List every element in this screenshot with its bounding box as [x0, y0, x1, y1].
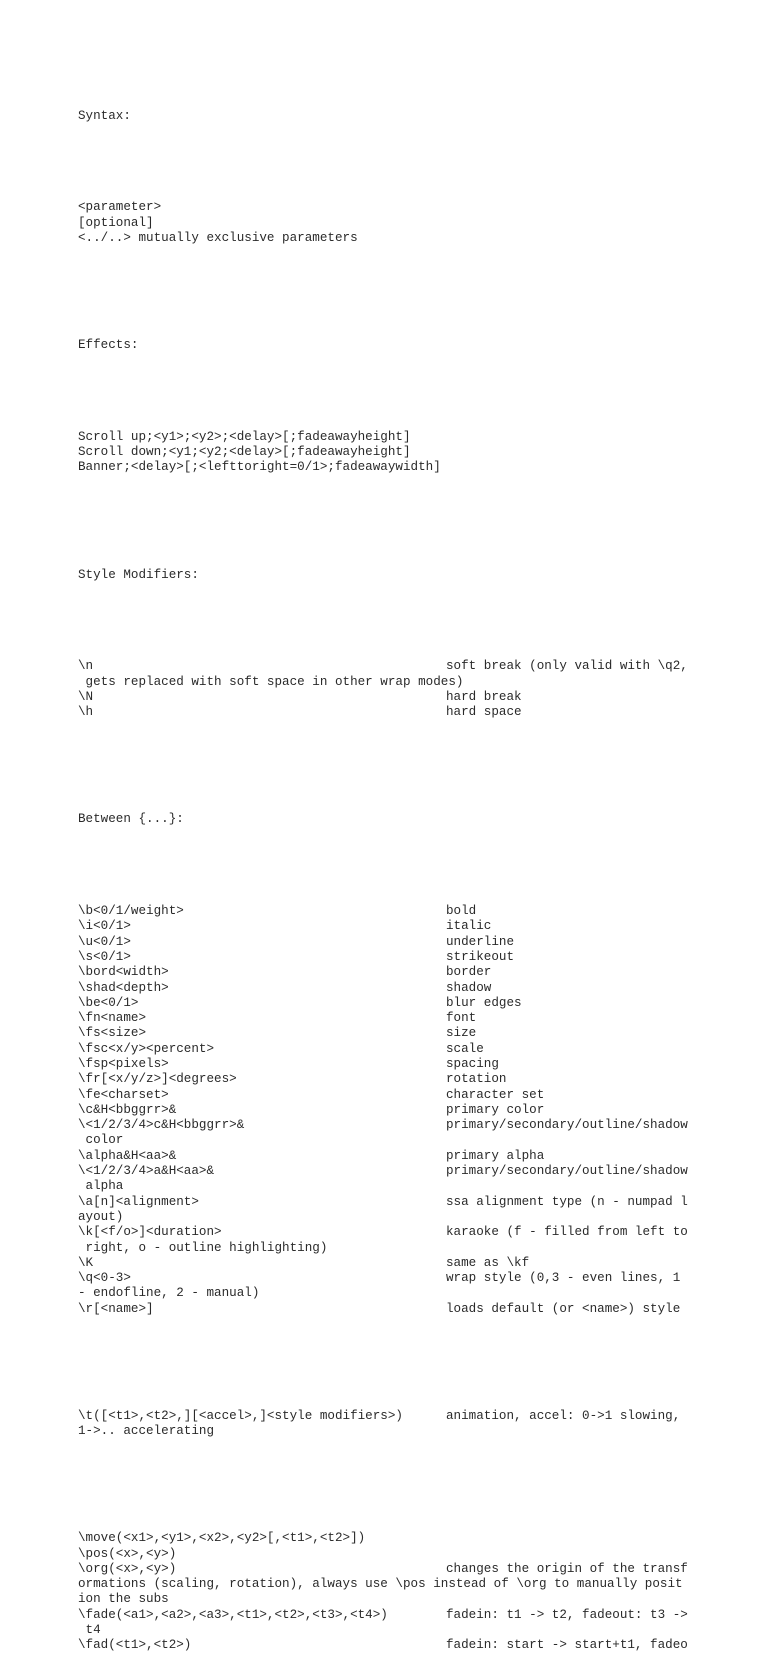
modifier-row [78, 1011, 718, 1026]
modifier-description: primary/secondary/outline/shadow [446, 1118, 688, 1133]
modifier-code: \alpha&H<aa>& [78, 1148, 177, 1163]
modifier-description: primary/secondary/outline/shadow [446, 1164, 688, 1179]
modifier-code: color [78, 1133, 124, 1148]
blank-line [78, 1348, 718, 1363]
modifier-row [78, 1225, 718, 1240]
modifier-row [78, 1547, 718, 1562]
modifier-code: \fad(<t1>,<t2>) [78, 1638, 192, 1653]
modifier-code: \h [78, 705, 94, 720]
modifier-description: scale [446, 1041, 484, 1056]
modifier-code: \fn<name> [78, 1011, 147, 1026]
blank-line [78, 506, 718, 521]
modifier-code: \fe<charset> [78, 1087, 169, 1102]
blank-line [78, 613, 718, 628]
modifier-code: \fsc<x/y><percent> [78, 1041, 215, 1056]
modifier-row [78, 1424, 718, 1439]
modifier-row [78, 981, 718, 996]
modifier-description: strikeout [446, 949, 515, 964]
modifier-code: \n [78, 659, 94, 674]
modifier-code: \fsp<pixels> [78, 1057, 169, 1071]
style-modifiers-rows [78, 659, 718, 720]
document-body [78, 78, 718, 1669]
modifier-row [78, 1088, 718, 1103]
modifier-row [78, 1072, 718, 1087]
modifier-code: \org(<x>,<y>) [78, 1561, 177, 1576]
modifier-row [78, 1149, 718, 1164]
modifier-row [78, 1241, 718, 1256]
modifier-description: soft break (only valid with \q2, [446, 659, 688, 674]
modifier-code: \be<0/1> [78, 995, 139, 1010]
modifier-row [78, 1133, 718, 1148]
modifier-code: \i<0/1> [78, 919, 131, 934]
modifier-description: hard space [446, 705, 522, 720]
modifier-description: fadein: start -> start+t1, fadeo [446, 1638, 688, 1653]
modifier-row [78, 1577, 718, 1592]
modifier-row [78, 965, 718, 980]
modifier-code: 1->.. accelerating [78, 1424, 215, 1439]
modifier-row [78, 1562, 718, 1577]
between-rows [78, 904, 718, 1317]
modifier-row [78, 1179, 718, 1194]
modifier-row [78, 1302, 718, 1317]
modifier-description: wrap style (0,3 - even lines, 1 [446, 1271, 681, 1286]
modifier-code: \pos(<x>,<y>) [78, 1546, 177, 1561]
modifier-code: ion the subs [78, 1592, 169, 1607]
modifier-row [78, 1195, 718, 1210]
modifier-code: \<1/2/3/4>c&H<bbggrr>& [78, 1118, 245, 1133]
modifier-row [78, 690, 718, 705]
modifier-row [78, 1118, 718, 1133]
modifier-code: \t([<t1>,<t2>,][<accel>,]<style modifiers>) [78, 1408, 403, 1423]
modifier-description: character set [446, 1087, 545, 1102]
effects-heading: Effects: [78, 338, 139, 353]
modifier-code: \fs<size> [78, 1026, 147, 1041]
modifier-code: ayout) [78, 1209, 124, 1224]
syntax-heading: Syntax: [78, 108, 131, 123]
modifier-code: \fr[<x/y/z>]<degrees> [78, 1072, 237, 1087]
modifier-description: ssa alignment type (n - numpad l [446, 1194, 688, 1209]
modifier-code: \a[n]<alignment> [78, 1194, 199, 1209]
modifier-description: font [446, 1011, 477, 1026]
modifier-code: \N [78, 689, 94, 704]
modifier-row [78, 1164, 718, 1179]
modifier-code: \r[<name>] [78, 1301, 154, 1316]
modifier-row [78, 904, 718, 919]
modifier-code: \s<0/1> [78, 949, 131, 964]
modifier-row [78, 1409, 718, 1424]
modifier-code: \<1/2/3/4>a&H<aa>& [78, 1164, 215, 1179]
modifier-code: \bord<width> [78, 965, 169, 980]
modifier-row [78, 1271, 718, 1286]
text-line: <../..> mutually exclusive parameters [78, 230, 358, 245]
animation-rows [78, 1409, 718, 1440]
modifier-description: italic [446, 919, 492, 934]
modifier-description: border [446, 965, 492, 980]
modifier-row [78, 1103, 718, 1118]
modifier-description: bold [446, 904, 477, 919]
modifier-code: \u<0/1> [78, 934, 131, 949]
modifier-description: changes the origin of the transf [446, 1561, 688, 1576]
modifier-row [78, 1638, 718, 1653]
modifier-row [78, 1592, 718, 1607]
modifier-description: fadein: t1 -> t2, fadeout: t3 -> [446, 1607, 688, 1622]
blank-line [78, 277, 718, 292]
modifier-code: \move(<x1>,<y1>,<x2>,<y2>[,<t1>,<t2>]) [78, 1531, 366, 1546]
text-line: Banner;<delay>[;<lefttoright=0/1>;fadeawaywidth] [78, 460, 441, 475]
style-modifiers-heading: Style Modifiers: [78, 567, 199, 582]
position-rows [78, 1531, 718, 1653]
modifier-row [78, 996, 718, 1011]
modifier-code: t4 [78, 1622, 101, 1637]
blank-line [78, 154, 718, 169]
modifier-row [78, 1256, 718, 1271]
modifier-description: hard break [446, 689, 522, 704]
modifier-row [78, 1042, 718, 1057]
modifier-code: alpha [78, 1179, 124, 1194]
modifier-row [78, 950, 718, 965]
modifier-row [78, 1057, 718, 1072]
text-line: [optional] [78, 215, 154, 230]
modifier-code: - endofline, 2 - manual) [78, 1286, 260, 1301]
text-line: <parameter> [78, 200, 162, 215]
modifier-description: primary alpha [446, 1148, 545, 1163]
modifier-row [78, 675, 718, 690]
modifier-description: loads default (or <name>) style [446, 1301, 681, 1316]
modifier-code: gets replaced with soft space in other wrap modes) [78, 674, 464, 689]
modifier-description: shadow [446, 980, 492, 995]
modifier-description: animation, accel: 0->1 slowing, [446, 1408, 681, 1423]
modifier-description: size [446, 1026, 477, 1041]
modifier-code: \shad<depth> [78, 980, 169, 995]
modifier-row [78, 1286, 718, 1301]
modifier-row [78, 919, 718, 934]
blank-line [78, 858, 718, 873]
modifier-description: primary color [446, 1102, 545, 1117]
modifier-row [78, 1210, 718, 1225]
modifier-description: same as \kf [446, 1255, 530, 1270]
modifier-row [78, 1026, 718, 1041]
modifier-code: \K [78, 1255, 94, 1270]
modifier-code: \q<0-3> [78, 1271, 131, 1286]
modifier-row [78, 1608, 718, 1623]
blank-line [78, 751, 718, 766]
text-line: Scroll up;<y1>;<y2>;<delay>[;fadeawayheight] [78, 429, 411, 444]
modifier-code: \k[<f/o>]<duration> [78, 1225, 222, 1240]
text-line: Scroll down;<y1;<y2;<delay>[;fadeawayheight] [78, 445, 411, 460]
modifier-description: rotation [446, 1072, 507, 1087]
modifier-description: underline [446, 934, 515, 949]
modifier-code: right, o - outline highlighting) [78, 1240, 328, 1255]
modifier-row [78, 659, 718, 674]
modifier-description: blur edges [446, 995, 522, 1010]
blank-line [78, 384, 718, 399]
effects-lines [78, 430, 718, 476]
modifier-row [78, 1623, 718, 1638]
modifier-description: spacing [446, 1057, 499, 1071]
modifier-code: ormations (scaling, rotation), always use \pos instead of \org to manually posit [78, 1577, 683, 1592]
modifier-code: \fade(<a1>,<a2>,<a3>,<t1>,<t2>,<t3>,<t4>) [78, 1607, 388, 1622]
blank-line [78, 1470, 718, 1485]
syntax-lines [78, 200, 718, 246]
modifier-row [78, 705, 718, 720]
modifier-row [78, 1531, 718, 1546]
modifier-code: \c&H<bbggrr>& [78, 1102, 177, 1117]
modifier-row [78, 935, 718, 950]
modifier-description: karaoke (f - filled from left to [446, 1225, 688, 1240]
modifier-code: \b<0/1/weight> [78, 904, 184, 919]
between-heading: Between {...}: [78, 812, 184, 827]
